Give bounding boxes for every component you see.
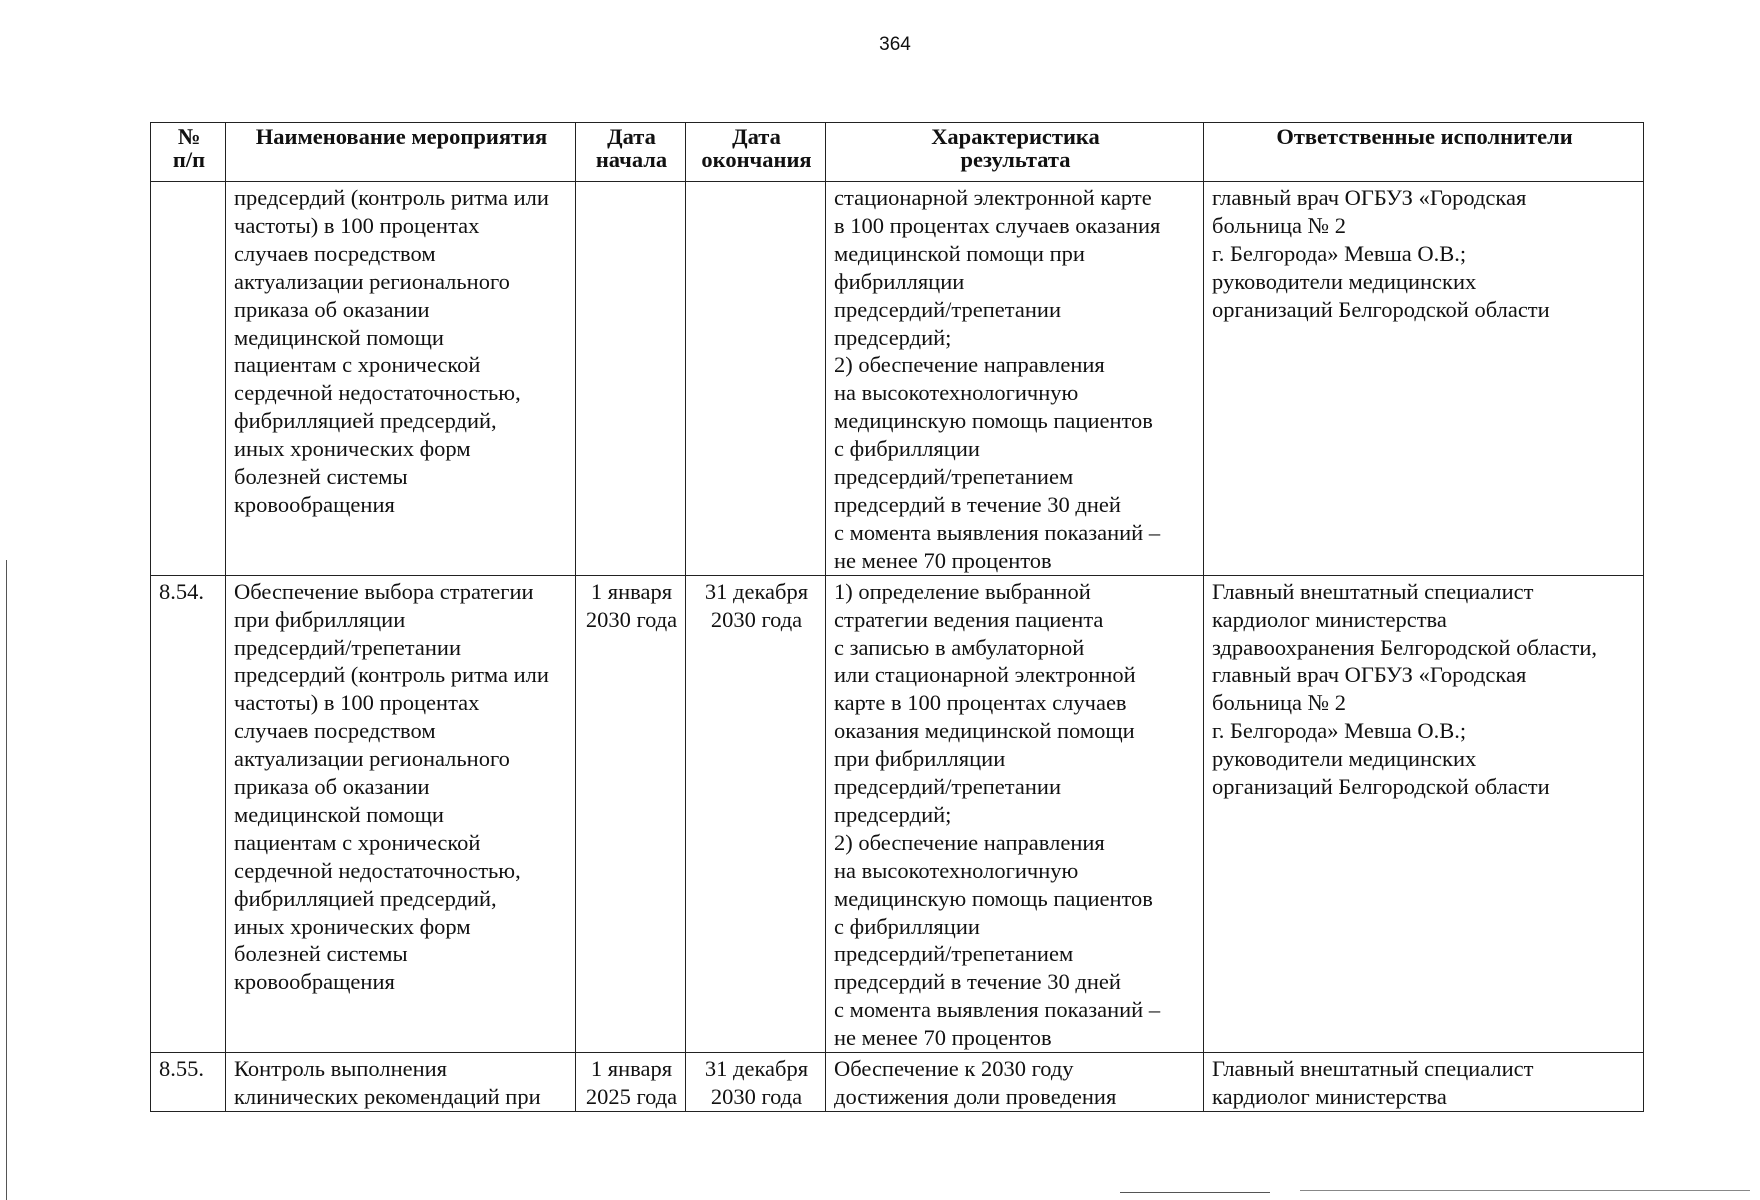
table-row bbox=[151, 1053, 1644, 1112]
row-responsible: Главный внештатный специалист кардиолог министерства здравоохранения Белгородской области, главный врач ОГБУЗ «Городская больница № 2 г. Белгорода» Мевша О.В.; руководители медицинских организаций Белгородской области bbox=[1204, 575, 1644, 1052]
scan-edge-line-bottom-right bbox=[1300, 1190, 1750, 1191]
page-number: 364 bbox=[879, 34, 911, 55]
row-result: 1) определение выбранной стратегии ведения пациента с записью в амбулаторной или стационарной электронной карте в 100 процентах случаев оказания медицинской помощи при фибрилляции предсердий/трепетании предсердий; 2) обеспечение направления на высокотехнологичную медицинскую помощь пациентов с фибрилляции предсердий/трепетанием предсердий в течение 30 дней с момента выявления показаний – не менее 70 процентов bbox=[826, 575, 1204, 1052]
row-responsible: Главный внештатный специалист кардиолог министерства bbox=[1204, 1053, 1644, 1112]
header-responsible: Ответственные исполнители bbox=[1204, 123, 1644, 182]
row-start-date: 1 января 2025 года bbox=[576, 1053, 686, 1112]
row-number bbox=[151, 182, 226, 576]
row-number: 8.55. bbox=[151, 1053, 226, 1112]
measures-table bbox=[150, 122, 1644, 1112]
header-name: Наименование мероприятия bbox=[226, 123, 576, 182]
row-number: 8.54. bbox=[151, 575, 226, 1052]
header-start-date: Дата начала bbox=[576, 123, 686, 182]
row-end-date bbox=[686, 182, 826, 576]
row-start-date: 1 января 2030 года bbox=[576, 575, 686, 1052]
row-responsible: главный врач ОГБУЗ «Городская больница № 2 г. Белгорода» Мевша О.В.; руководители медицинских организаций Белгородской области bbox=[1204, 182, 1644, 576]
table-header-row bbox=[151, 123, 1644, 182]
table-row bbox=[151, 575, 1644, 1052]
row-end-date: 31 декабря 2030 года bbox=[686, 575, 826, 1052]
table-row bbox=[151, 182, 1644, 576]
row-name: Обеспечение выбора стратегии при фибрилляции предсердий/трепетании предсердий (контроль ритма или частоты) в 100 процентах случаев посредством актуализации регионального приказа об оказании медицинской помощи пациентам с хронической сердечной недостаточностью, фибрилляцией предсердий, иных хронических форм болезней системы кровообращения bbox=[226, 575, 576, 1052]
header-result: Характеристика результата bbox=[826, 123, 1204, 182]
row-result: Обеспечение к 2030 году достижения доли проведения bbox=[826, 1053, 1204, 1112]
scan-edge-line-left bbox=[6, 560, 7, 1200]
row-end-date: 31 декабря 2030 года bbox=[686, 1053, 826, 1112]
row-start-date bbox=[576, 182, 686, 576]
row-name: Контроль выполнения клинических рекомендаций при bbox=[226, 1053, 576, 1112]
row-name: предсердий (контроль ритма или частоты) в 100 процентах случаев посредством актуализации регионального приказа об оказании медицинской помощи пациентам с хронической сердечной недостаточностью, фибрилляцией предсердий, иных хронических форм болезней системы кровообращения bbox=[226, 182, 576, 576]
header-end-date: Дата окончания bbox=[686, 123, 826, 182]
row-result: стационарной электронной карте в 100 процентах случаев оказания медицинской помощи при фибрилляции предсердий/трепетании предсердий; 2) обеспечение направления на высокотехнологичную медицинскую помощь пациентов с фибрилляции предсердий/трепетанием предсердий в течение 30 дней с момента выявления показаний – не менее 70 процентов bbox=[826, 182, 1204, 576]
header-number: № п/п bbox=[151, 123, 226, 182]
scan-edge-line-bottom-left bbox=[1120, 1192, 1270, 1193]
